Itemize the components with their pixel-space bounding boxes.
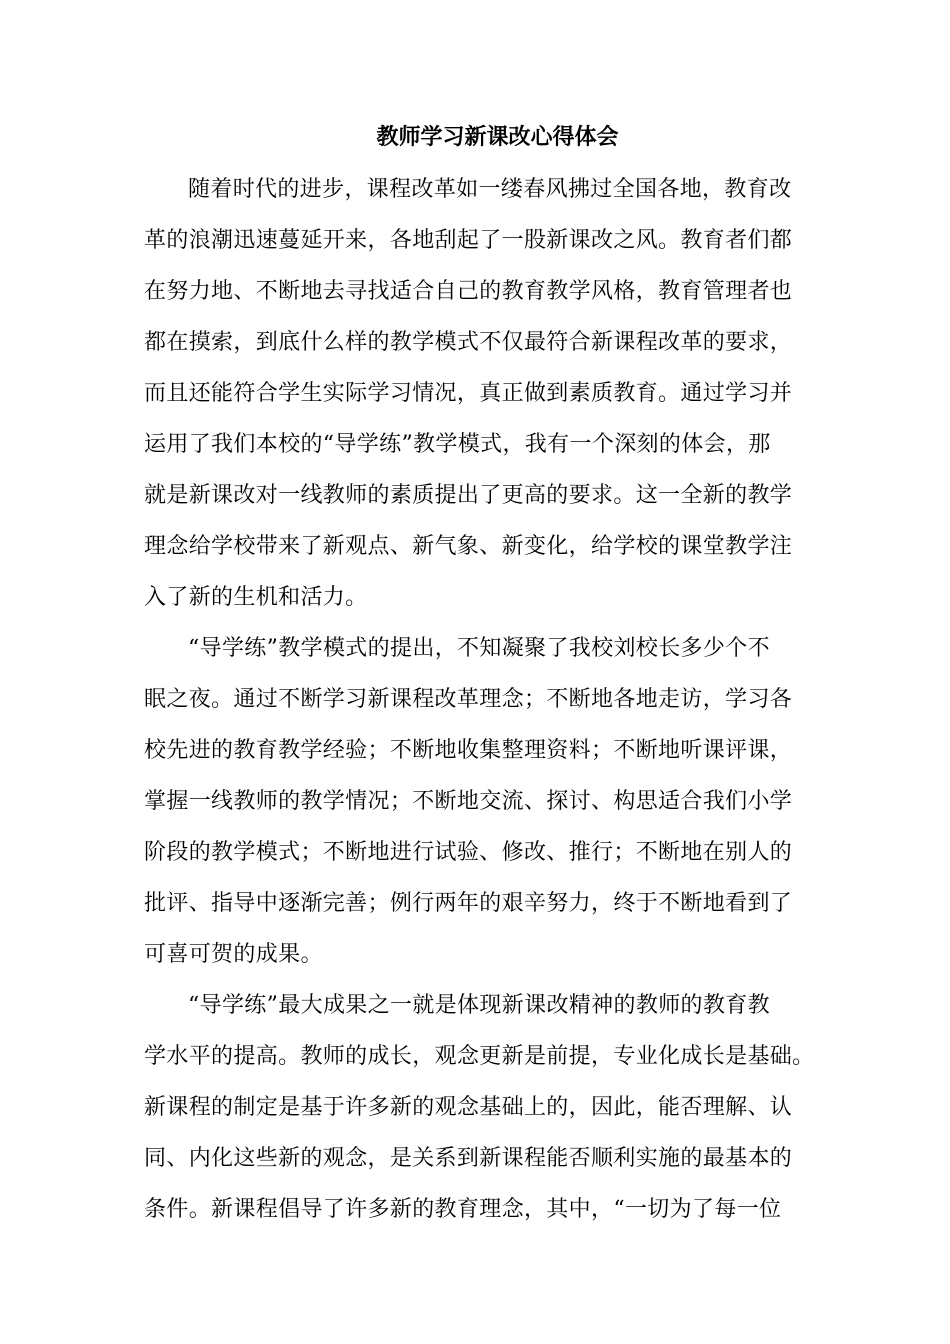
paragraph-line: 入了新的生机和活力。 <box>144 585 368 610</box>
paragraph-line: 革的浪潮迅速蔓延开来，各地刮起了一股新课改之风。教育者们都 <box>144 228 793 253</box>
paragraph-line: 随着时代的进步，课程改革如一缕春风拂过全国各地，教育改 <box>188 177 792 202</box>
paragraph-line: 条件。新课程倡导了许多新的教育理念，其中，“一切为了每一位 <box>144 1197 782 1222</box>
paragraph-line: 掌握一线教师的教学情况；不断地交流、探讨、构思适合我们小学 <box>144 789 793 814</box>
paragraph-line: 校先进的教育教学经验；不断地收集整理资料；不断地听课评课， <box>144 738 793 763</box>
paragraph-line: “导学练”教学模式的提出，不知凝聚了我校刘校长多少个不 <box>188 636 770 661</box>
document-title: 教师学习新课改心得体会 <box>376 125 619 150</box>
paragraph-line: 而且还能符合学生实际学习情况，真正做到素质教育。通过学习并 <box>144 381 793 406</box>
paragraph-line: 在努力地、不断地去寻找适合自己的教育教学风格，教育管理者也 <box>144 279 793 304</box>
paragraph-line: 学水平的提高。教师的成长，观念更新是前提，专业化成长是基础。 <box>144 1044 815 1069</box>
paragraph-line: 阶段的教学模式；不断地进行试验、修改、推行；不断地在别人的 <box>144 840 793 865</box>
paragraph-line: 新课程的制定是基于许多新的观念基础上的，因此，能否理解、认 <box>144 1095 793 1120</box>
paragraph-line: 眠之夜。通过不断学习新课程改革理念；不断地各地走访，学习各 <box>144 687 793 712</box>
paragraph-line: “导学练”最大成果之一就是体现新课改精神的教师的教育教 <box>188 993 770 1018</box>
paragraph-line: 就是新课改对一线教师的素质提出了更高的要求。这一全新的教学 <box>144 483 793 508</box>
paragraph-line: 理念给学校带来了新观点、新气象、新变化，给学校的课堂教学注 <box>144 534 793 559</box>
paragraph-line: 运用了我们本校的“导学练”教学模式，我有一个深刻的体会，那 <box>144 432 771 457</box>
paragraph-line: 都在摸索，到底什么样的教学模式不仅最符合新课程改革的要求， <box>144 330 793 355</box>
paragraph-line: 同、内化这些新的观念，是关系到新课程能否顺利实施的最基本的 <box>144 1146 793 1171</box>
paragraph-line: 可喜可贺的成果。 <box>144 942 323 967</box>
paragraph-line: 批评、指导中逐渐完善；例行两年的艰辛努力，终于不断地看到了 <box>144 891 793 916</box>
